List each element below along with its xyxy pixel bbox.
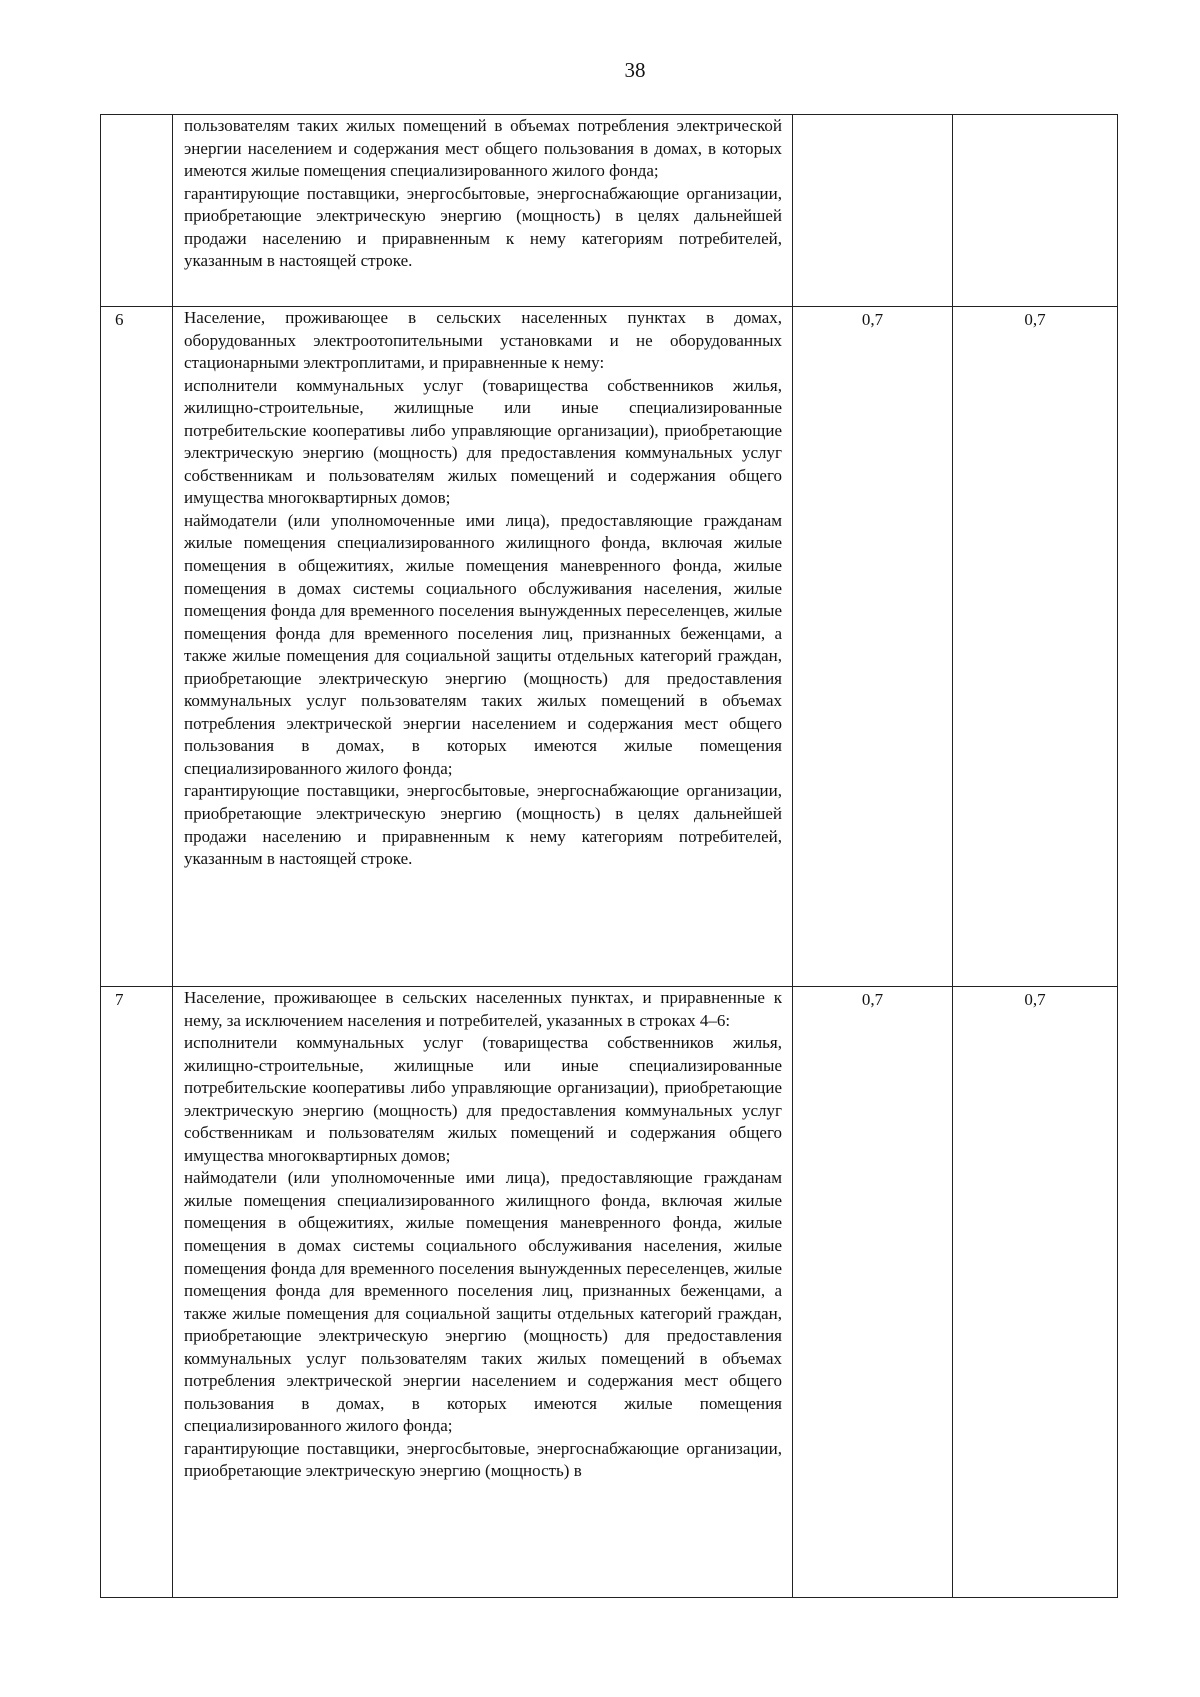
paragraph: исполнители коммунальных услуг (товарищества собственников жилья, жилищно-строительные, жилищные или иные специализированные потребительские кооперативы либо управляющие организации), приобретающие электрическую энергию (мощность) для предоставления коммунальных услуг собственникам и пользователям жилых помещений и содержания общего имущества многоквартирных домов;	[184, 1033, 782, 1165]
paragraph: Население, проживающее в сельских населенных пунктах, и приравненные к нему, за исключением населения и потребителей, указанных в строках 4–6:	[184, 988, 782, 1030]
table-row	[101, 987, 1118, 1598]
table-row	[101, 115, 1118, 307]
paragraph: исполнители коммунальных услуг (товарищества собственников жилья, жилищно-строительные, жилищные или иные специализированные потребительские кооперативы либо управляющие организации), приобретающие электрическую энергию (мощность) для предоставления коммунальных услуг собственникам и пользователям жилых помещений и содержания общего имущества многоквартирных домов;	[184, 375, 782, 508]
row-number	[101, 115, 173, 307]
value-cell: 0,7	[793, 307, 953, 987]
paragraph: Население, проживающее в сельских населенных пунктах в домах, оборудованных электроотопительными установками и не оборудованных стационарными электроплитами, и приравненные к нему:	[184, 308, 782, 373]
paragraph: гарантирующие поставщики, энергосбытовые, энергоснабжающие организации, приобретающие электрическую энергию (мощность) в	[184, 1438, 782, 1481]
page-number: 38	[624, 58, 646, 82]
value-cell: 0,7	[953, 307, 1118, 987]
value-cell: 0,7	[793, 987, 953, 1598]
value-cell	[793, 115, 953, 307]
table-row	[101, 307, 1118, 987]
row-number: 7	[101, 987, 173, 1598]
tariff-table	[100, 114, 1118, 1598]
paragraph: наймодатели (или уполномоченные ими лица), предоставляющие гражданам жилые помещения специализированного жилищного фонда, включая жилые помещения в общежитиях, жилые помещения маневренного фонда, жилые помещения в домах системы социального обслуживания населения, жилые помещения фонда для временного поселения вынужденных переселенцев, жилые помещения фонда для временного поселения лиц, признанных беженцами, а также жилые помещения для социальной защиты отдельных категорий граждан, приобретающие электрическую энергию (мощность) для предоставления коммунальных услуг пользователям таких жилых помещений в объемах потребления электрической энергии населением и содержания мест общего пользования в домах, в которых имеются жилые помещения специализированного жилого фонда;	[184, 1168, 782, 1436]
value-cell: 0,7	[953, 987, 1118, 1598]
value-cell	[953, 115, 1118, 307]
row-description	[173, 307, 793, 987]
paragraph: гарантирующие поставщики, энергосбытовые, энергоснабжающие организации, приобретающие электрическую энергию (мощность) в целях дальнейшей продажи населению и приравненным к нему категориям потребителей, указанным в настоящей строке.	[184, 183, 782, 271]
row-description	[173, 987, 793, 1598]
paragraph: пользователям таких жилых помещений в объемах потребления электрической энергии населением и содержания мест общего пользования в домах, в которых имеются жилые помещения специализированного жилого фонда;	[184, 116, 782, 181]
paragraph: гарантирующие поставщики, энергосбытовые, энергоснабжающие организации, приобретающие электрическую энергию (мощность) в целях дальнейшей продажи населению и приравненным к нему категориям потребителей, указанным в настоящей строке.	[184, 781, 782, 869]
paragraph: наймодатели (или уполномоченные ими лица), предоставляющие гражданам жилые помещения специализированного жилищного фонда, включая жилые помещения в общежитиях, жилые помещения маневренного фонда, жилые помещения в домах системы социального обслуживания населения, жилые помещения фонда для временного поселения вынужденных переселенцев, жилые помещения фонда для временного поселения лиц, признанных беженцами, а также жилые помещения для социальной защиты отдельных категорий граждан, приобретающие электрическую энергию (мощность) для предоставления коммунальных услуг пользователям таких жилых помещений в объемах потребления электрической энергии населением и содержания мест общего пользования в домах, в которых имеются жилые помещения специализированного жилого фонда;	[184, 510, 782, 778]
row-number: 6	[101, 307, 173, 987]
row-description	[173, 115, 793, 307]
